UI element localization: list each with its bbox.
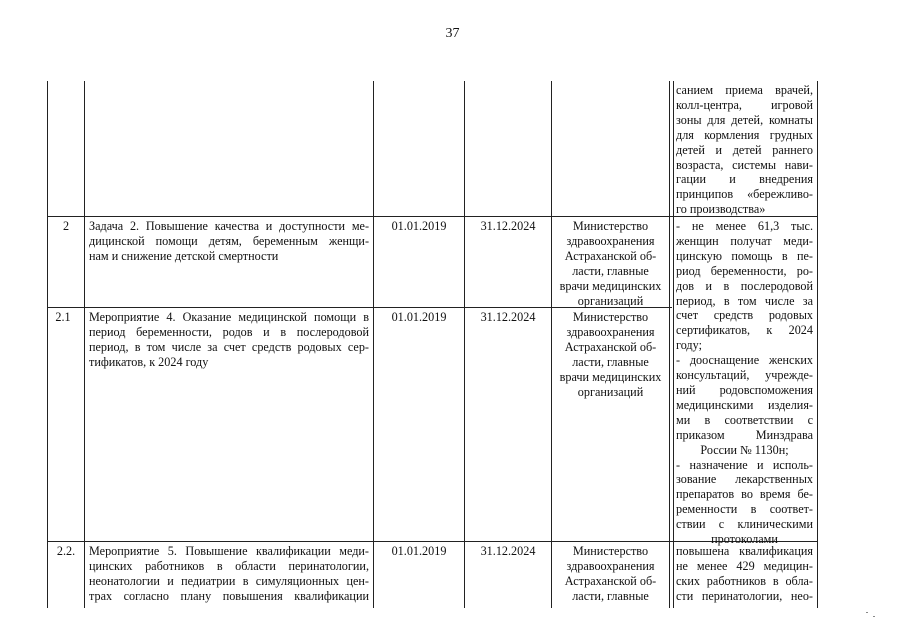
text-line: протоколами [711, 532, 778, 547]
responsible-cell [552, 310, 669, 399]
end-date: 31.12.2024 [480, 219, 536, 233]
row-number: 2.2. [56, 544, 76, 558]
text-line: Мероприятие 4. Оказание медицинской помощи в [89, 310, 369, 324]
text-line: ний родовспоможения [676, 382, 813, 397]
text-line: зоны для детей, комнаты [676, 112, 813, 127]
text-line: цинских работников в области перинатологии, [89, 558, 369, 573]
text-line: нам и снижение детской смертности [89, 248, 279, 263]
row-number: 2.1 [55, 310, 71, 324]
text-line: цинскую помощь в пе- [676, 248, 813, 263]
text-line: России № 1130н; [700, 442, 789, 457]
start-date: 01.01.2019 [391, 544, 447, 558]
text-line: женщин получат меди- [676, 233, 813, 248]
text-line: Министерство [572, 219, 649, 233]
text-line: гации и внедрения [676, 172, 813, 187]
responsible-cell [552, 219, 669, 308]
text-line: здравоохранения [566, 324, 655, 339]
text-line: году; [676, 338, 702, 353]
text-line: не менее 429 медицин- [676, 558, 813, 573]
text-line: детей и детей раннего [676, 142, 813, 157]
result-cell [676, 544, 813, 604]
text-line: повышена квалификация [676, 544, 813, 558]
end-date: 31.12.2024 [480, 310, 536, 324]
text-line: - не менее 61,3 тыс. [676, 219, 813, 233]
result-cell [676, 219, 813, 547]
text-line: медицинскими изделия- [676, 397, 813, 412]
scan-speck [866, 612, 868, 613]
text-line: колл-центра, игровой [676, 97, 813, 112]
text-line: консультаций, учрежде- [676, 368, 813, 383]
grid-line [84, 81, 85, 608]
text-line: Астраханской об- [564, 248, 657, 263]
text-line: дов и в послеродовой [676, 278, 813, 293]
text-line: ласти, главные [572, 588, 649, 603]
text-line: здравоохранения [566, 233, 655, 248]
text-line: приказом Минздрава [676, 427, 813, 442]
row-number: 2 [62, 219, 70, 233]
text-line: ласти, главные [572, 354, 649, 369]
text-line: ствии с клиническими [676, 517, 813, 532]
responsible-cell [552, 544, 669, 604]
text-line: период, в том числе за счет средств родовых сер- [89, 339, 369, 354]
page-number: 37 [445, 26, 460, 41]
text-line: препаратов во время бе- [676, 487, 813, 502]
text-line: Астраханской об- [564, 339, 657, 354]
start-date: 01.01.2019 [391, 310, 447, 324]
text-line: ременности в соответ- [676, 502, 813, 517]
text-line: организаций [577, 384, 644, 399]
text-line: трах согласно плану повышения квалификации [89, 588, 369, 603]
result-cell [676, 83, 813, 217]
text-line: период беременности, родов и в послеродовой [89, 324, 369, 339]
end-date: 31.12.2024 [480, 544, 536, 558]
text-line: Министерство [572, 310, 649, 324]
text-line: возраста, системы нави- [676, 157, 813, 172]
grid-line [817, 81, 818, 608]
text-line: - дооснащение женских [676, 353, 813, 368]
text-line: ласти, главные [572, 263, 649, 278]
grid-line [373, 81, 374, 608]
text-line: врачи медицинских [559, 369, 662, 384]
text-line: период, в том числе за [676, 293, 813, 308]
text-line: - назначение и исполь- [676, 457, 813, 472]
grid-line [669, 81, 670, 608]
text-line: санием приема врачей, [676, 83, 813, 97]
grid-line [673, 81, 674, 608]
text-line: ми в соответствии с [676, 412, 813, 427]
text-line: го производства» [676, 202, 766, 217]
text-line: здравоохранения [566, 558, 655, 573]
text-line: зование лекарственных [676, 472, 813, 487]
text-line: сертификатов, к 2024 [676, 323, 813, 338]
text-line: организаций [577, 293, 644, 308]
start-date: 01.01.2019 [391, 219, 447, 233]
text-line: дицинской помощи детям, беременным женщи- [89, 233, 369, 248]
text-line: тификатов, к 2024 году [89, 354, 209, 369]
scan-speck [873, 616, 875, 617]
text-line: ских работников в обла- [676, 573, 813, 588]
text-line: неонатологии и педиатрии в симуляционных цен- [89, 573, 369, 588]
text-line: для кормления грудных [676, 127, 813, 142]
text-line: Задача 2. Повышение качества и доступности ме- [89, 219, 369, 233]
title-cell [89, 310, 369, 370]
text-line: риод беременности, ро- [676, 263, 813, 278]
text-line: Астраханской об- [564, 573, 657, 588]
grid-line [464, 81, 465, 608]
text-line: сти перинатологии, нео- [676, 588, 813, 603]
title-cell [89, 544, 369, 604]
title-cell [89, 219, 369, 264]
text-line: Мероприятие 5. Повышение квалификации меди- [89, 544, 369, 558]
text-line: принципов «бережливо- [676, 187, 813, 202]
text-line: счет средств родовых [676, 308, 813, 323]
text-line: врачи медицинских [559, 278, 662, 293]
grid-line [47, 81, 48, 608]
text-line: Министерство [572, 544, 649, 558]
